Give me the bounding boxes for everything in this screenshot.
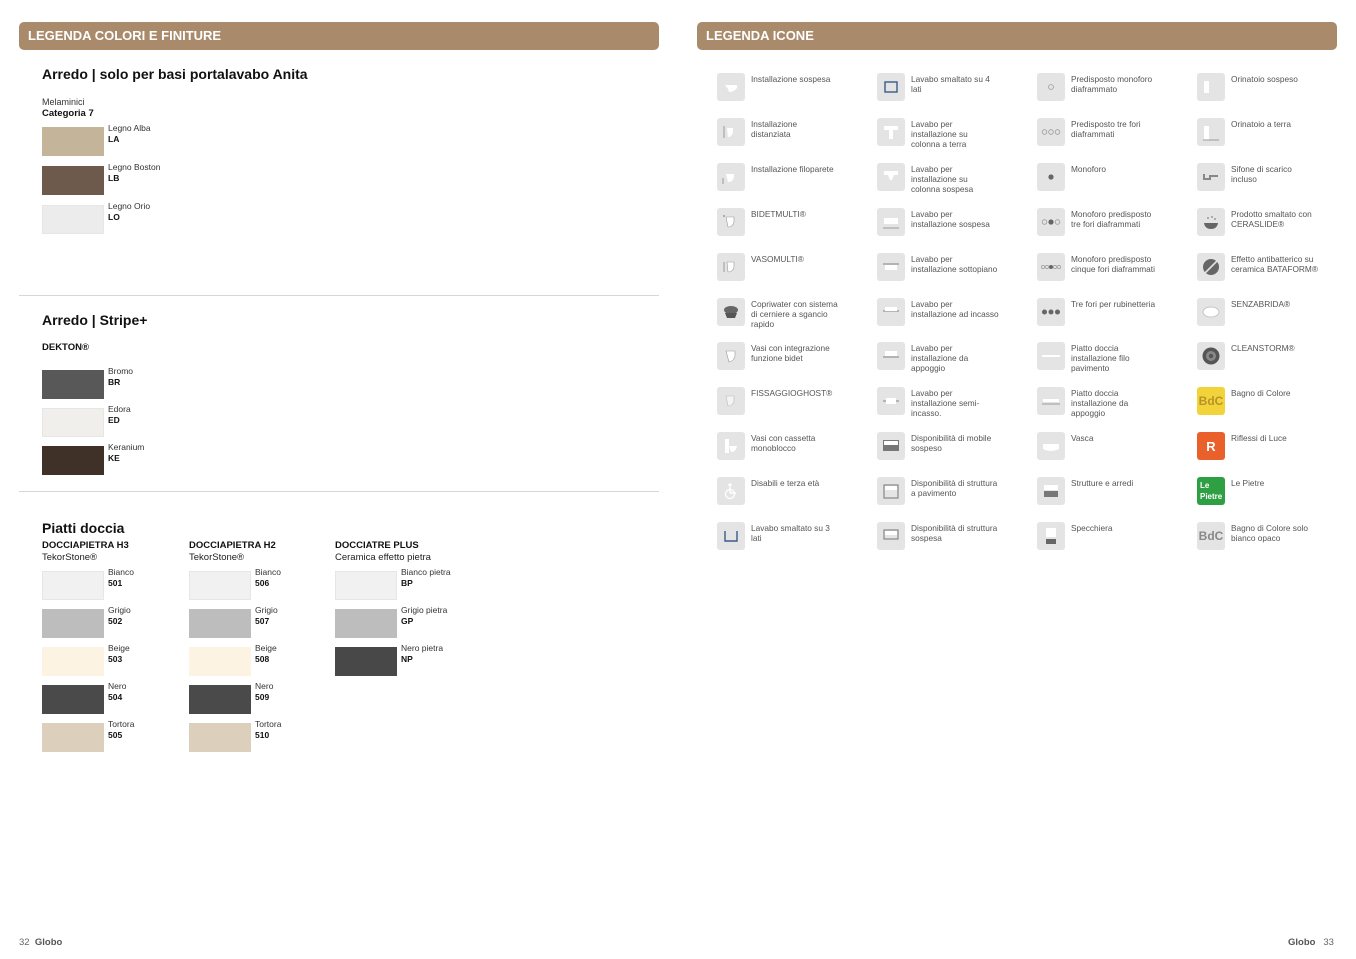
basin-countertop-icon xyxy=(877,342,905,370)
swatch-code: KE xyxy=(108,453,120,463)
badge-text: Le xyxy=(1200,481,1210,490)
icon-legend-label: SENZABRIDA® xyxy=(1231,299,1291,309)
color-swatch xyxy=(42,571,104,600)
wall-cabinet-icon xyxy=(877,432,905,460)
bathtub-icon xyxy=(1037,432,1065,460)
swatch-name: Legno Alba xyxy=(108,123,151,133)
badge-text: R xyxy=(1206,438,1216,454)
swatch-name: Nero xyxy=(255,681,274,691)
rimless-icon xyxy=(1197,298,1225,326)
swatch-code: 509 xyxy=(255,692,270,702)
divider xyxy=(19,295,659,296)
icon-legend-label: Bagno di Colore solo bianco opaco xyxy=(1231,523,1309,543)
icon-legend-label: Le Pietre xyxy=(1231,478,1265,488)
page-number: 33 xyxy=(1323,937,1334,948)
icon-legend-label: Disponibilità di struttura sospesa xyxy=(911,523,998,543)
color-swatch xyxy=(335,647,397,676)
shower-tray-flush-icon xyxy=(1037,342,1065,370)
wheelchair-icon xyxy=(717,477,745,505)
color-swatch xyxy=(335,609,397,638)
swatch-name: Bianco xyxy=(255,567,281,577)
swatch-code: 508 xyxy=(255,654,270,664)
icon-legend-label: Lavabo per installazione semi-incasso. xyxy=(911,388,980,418)
icon-legend-label: Copriwater con sistema di cerniere a sgancio rapido xyxy=(751,299,838,329)
basin-undercounter-icon xyxy=(877,253,905,281)
icon-legend-label: Riflessi di Luce xyxy=(1231,433,1287,443)
swatch-name: Nero pietra xyxy=(401,643,444,653)
swatch-code: 502 xyxy=(108,616,123,626)
cleanstorm-icon xyxy=(1197,342,1225,370)
swatch-code: 504 xyxy=(108,692,123,702)
icon-legend-label: Disponibilità di struttura a pavimento xyxy=(911,478,998,498)
icon-legend-label: Installazione sospesa xyxy=(751,74,831,84)
swatch-code: 506 xyxy=(255,578,270,588)
bidetmulti-icon xyxy=(717,208,745,236)
product-line-name: DOCCIATRE PLUS xyxy=(335,540,419,551)
icon-legend-label: Piatto doccia installazione da appoggio xyxy=(1071,388,1129,418)
swatch-name: Keranium xyxy=(108,442,145,452)
swatch-name: Bromo xyxy=(108,366,134,376)
fissaggioghost-icon xyxy=(717,387,745,415)
color-swatch xyxy=(42,609,104,638)
color-swatch xyxy=(42,205,104,234)
swatch-code: GP xyxy=(401,616,414,626)
stripe-title: Arredo | Stripe+ xyxy=(42,312,148,328)
swatch-code: LA xyxy=(108,134,120,144)
swatch-code: 507 xyxy=(255,616,270,626)
single-hole-five-knockout-icon xyxy=(1037,253,1065,281)
brand-name: Globo xyxy=(34,937,63,948)
icon-legend-label: FISSAGGIOGHOST® xyxy=(751,388,833,398)
swatch-name: Edora xyxy=(108,404,131,414)
le-pietre-icon xyxy=(1197,477,1225,505)
wall-urinal-icon xyxy=(1197,73,1225,101)
icon-legend-label: Lavabo per installazione sottopiano xyxy=(911,254,998,274)
icon-legend-label: VASOMULTI® xyxy=(751,254,804,264)
color-swatch xyxy=(189,685,251,714)
riflessi-icon xyxy=(1197,432,1225,460)
swatch-name: Grigio xyxy=(255,605,278,615)
color-swatch xyxy=(42,723,104,752)
three-tap-holes-icon xyxy=(1037,298,1065,326)
product-line-material: TekorStone® xyxy=(189,552,245,563)
basin-3-sides-icon xyxy=(717,522,745,550)
swatch-code: ED xyxy=(108,415,120,425)
icon-legend-label: Strutture e arredi xyxy=(1071,478,1134,488)
swatch-name: Nero xyxy=(108,681,127,691)
anita-title: Arredo | solo per basi portalavabo Anita xyxy=(42,66,308,82)
badge-text: BdC xyxy=(1198,529,1224,543)
swatch-code: 505 xyxy=(108,730,123,740)
icon-legend-label: CLEANSTORM® xyxy=(1231,343,1295,353)
single-hole-icon xyxy=(1037,163,1065,191)
antibacterial-icon xyxy=(1197,253,1225,281)
divider xyxy=(19,491,659,492)
color-swatch xyxy=(189,647,251,676)
anita-material: Melaminici xyxy=(42,97,85,107)
basin-floor-pedestal-icon xyxy=(877,118,905,146)
icon-legend-label: Vasca xyxy=(1071,433,1094,443)
icon-legend-label: BIDETMULTI® xyxy=(751,209,806,219)
product-line-material: Ceramica effetto pietra xyxy=(335,552,431,563)
swatch-name: Grigio xyxy=(108,605,131,615)
color-swatch xyxy=(42,647,104,676)
suspended-installation-icon xyxy=(717,73,745,101)
swatch-code: NP xyxy=(401,654,413,664)
icon-legend-label: Disabili e terza età xyxy=(751,478,820,488)
section-banner-colori: LEGENDA COLORI E FINITURE xyxy=(19,22,659,50)
badge-text: BdC xyxy=(1198,394,1224,408)
footer-left xyxy=(19,937,62,948)
swatch-name: Grigio pietra xyxy=(401,605,448,615)
hanging-structure-icon xyxy=(877,522,905,550)
icon-legend-label: Predisposto tre fori diaframmati xyxy=(1071,119,1141,139)
vasomulti-icon xyxy=(717,253,745,281)
mirror-icon xyxy=(1037,522,1065,550)
shower-tray-raised-icon xyxy=(1037,387,1065,415)
piatti-title: Piatti doccia xyxy=(42,520,125,536)
icon-legend-label: Vasi con integrazione funzione bidet xyxy=(751,343,830,363)
swatch-code: LO xyxy=(108,212,120,222)
swatch-code: 501 xyxy=(108,578,123,588)
swatch-name: Legno Boston xyxy=(108,162,161,172)
icon-legend-label: Installazione filoparete xyxy=(751,164,834,174)
footer-right xyxy=(1288,937,1334,948)
color-swatch xyxy=(189,609,251,638)
swatch-name: Bianco pietra xyxy=(401,567,451,577)
product-line-material: TekorStone® xyxy=(42,552,98,563)
icon-legend-label: Specchiera xyxy=(1071,523,1113,533)
icon-legend-label: Monoforo xyxy=(1071,164,1107,174)
color-swatch xyxy=(42,166,104,195)
icon-legend-label: Tre fori per rubinetteria xyxy=(1071,299,1156,309)
bdc-icon xyxy=(1197,387,1225,415)
section-banner-icone: LEGENDA ICONE xyxy=(697,22,1337,50)
toilet-seat-quick-release-icon xyxy=(717,298,745,326)
color-swatch xyxy=(42,446,104,475)
icon-legend-label: Installazione distanziata xyxy=(751,119,798,139)
icon-legend-label: Bagno di Colore xyxy=(1231,388,1291,398)
icon-legend-label: Monoforo predisposto cinque fori diaframmati xyxy=(1071,254,1155,274)
floor-urinal-icon xyxy=(1197,118,1225,146)
icon-legend-label: Vasi con cassetta monoblocco xyxy=(751,433,816,453)
brand-name: Globo xyxy=(1288,937,1316,948)
color-swatch xyxy=(335,571,397,600)
product-line-name: DOCCIAPIETRA H2 xyxy=(189,540,276,551)
basin-semi-inset-icon xyxy=(877,387,905,415)
color-swatch xyxy=(189,723,251,752)
single-hole-three-knockout-icon xyxy=(1037,208,1065,236)
icon-legend-label: Lavabo smaltato su 4 lati xyxy=(911,74,990,94)
anita-category: Categoria 7 xyxy=(42,108,94,119)
drain-trap-icon xyxy=(1197,163,1225,191)
icon-legend-label: Orinatoio sospeso xyxy=(1231,74,1298,84)
basin-inset-icon xyxy=(877,298,905,326)
icon-legend-label: Lavabo per installazione sospesa xyxy=(911,209,990,229)
icon-legend-label: Piatto doccia installazione filo pavimento xyxy=(1071,343,1130,373)
icon-legend-label: Effetto antibatterico su ceramica BATAFORM® xyxy=(1231,254,1318,274)
icon-legend-label: Sifone di scarico incluso xyxy=(1231,164,1292,184)
close-coupled-toilet-icon xyxy=(717,432,745,460)
icon-legend-label: Prodotto smaltato con CERASLIDE® xyxy=(1231,209,1312,229)
icon-legend-label: Orinatoio a terra xyxy=(1231,119,1291,129)
color-swatch xyxy=(189,571,251,600)
icon-legend-label: Lavabo per installazione su colonna sospesa xyxy=(911,164,974,194)
badge-text: Pietre xyxy=(1200,492,1223,501)
page-number: 32 xyxy=(19,937,30,948)
three-holes-knockout-icon xyxy=(1037,118,1065,146)
swatch-name: Legno Orio xyxy=(108,201,151,211)
one-hole-knockout-icon xyxy=(1037,73,1065,101)
basin-4-sides-icon xyxy=(877,73,905,101)
floor-structure-icon xyxy=(877,477,905,505)
swatch-code: BR xyxy=(108,377,121,387)
color-swatch xyxy=(42,127,104,156)
icon-legend-label: Disponibilità di mobile sospeso xyxy=(911,433,992,453)
ceraslide-icon xyxy=(1197,208,1225,236)
swatch-code: LB xyxy=(108,173,120,183)
swatch-name: Beige xyxy=(255,643,277,653)
swatch-name: Tortora xyxy=(108,719,135,729)
swatch-name: Beige xyxy=(108,643,130,653)
swatch-name: Tortora xyxy=(255,719,282,729)
bidet-function-toilet-icon xyxy=(717,342,745,370)
icon-legend-label: Lavabo per installazione su colonna a terra xyxy=(911,119,968,149)
icon-legend-label: Lavabo smaltato su 3 lati xyxy=(751,523,830,543)
icon-legend-label: Predisposto monoforo diaframmato xyxy=(1071,74,1153,94)
icon-legend-label: Lavabo per installazione da appoggio xyxy=(911,343,969,373)
stripe-material: DEKTON® xyxy=(42,342,89,353)
swatch-code: 510 xyxy=(255,730,270,740)
spaced-installation-icon xyxy=(717,118,745,146)
product-line-name: DOCCIAPIETRA H3 xyxy=(42,540,129,551)
color-swatch xyxy=(42,685,104,714)
swatch-code: 503 xyxy=(108,654,123,664)
icon-legend-label: Monoforo predisposto tre fori diaframmati xyxy=(1071,209,1152,229)
color-swatch xyxy=(42,408,104,437)
flush-wall-installation-icon xyxy=(717,163,745,191)
bdc-white-icon xyxy=(1197,522,1225,550)
icon-legend-label: Lavabo per installazione ad incasso xyxy=(911,299,999,319)
swatch-code: BP xyxy=(401,578,413,588)
color-swatch xyxy=(42,370,104,399)
swatch-name: Bianco xyxy=(108,567,134,577)
basin-wall-hung-icon xyxy=(877,208,905,236)
furniture-structure-icon xyxy=(1037,477,1065,505)
basin-hanging-pedestal-icon xyxy=(877,163,905,191)
